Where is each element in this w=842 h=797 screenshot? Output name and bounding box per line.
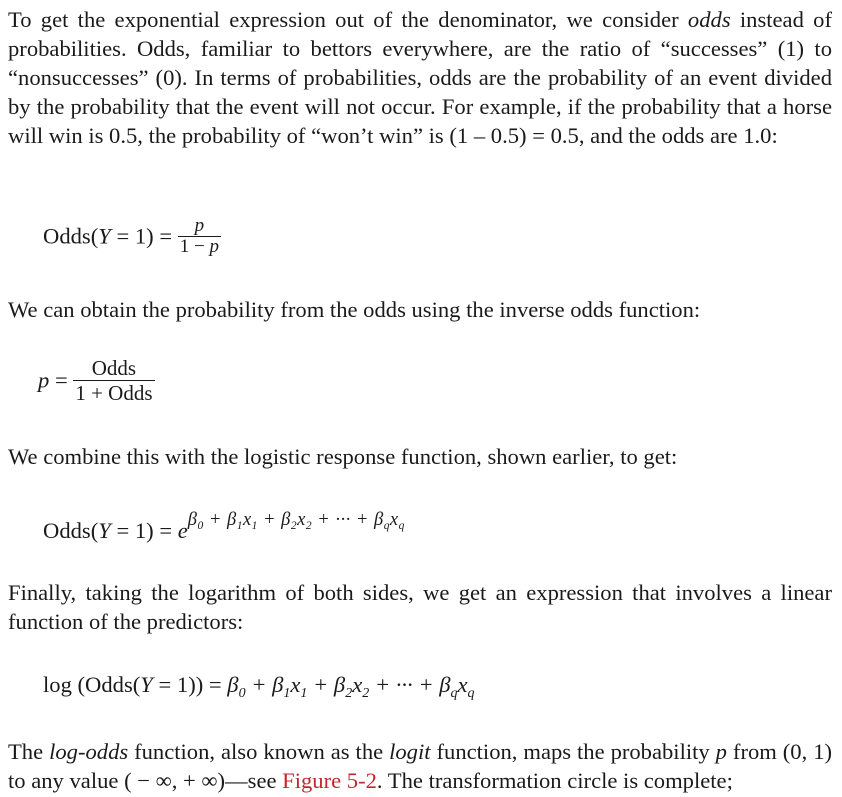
log-odds-term: log-odds	[49, 739, 129, 764]
equation-odds-exponential: Odds(Y = $1) = e^{\beta_0 + \beta_1x_1 + \beta_2x_2 + \cdot\cdot\cdot + \beta_qx_q}$	[43, 509, 405, 543]
fraction-denominator: 1 − p	[179, 236, 219, 257]
paragraph-inverse-odds: We can obtain the probability from the odds using the inverse odds function:	[8, 297, 701, 322]
fraction-numerator: Odds	[91, 356, 137, 380]
equation-inverse-odds: p = $\frac{\text{Odds}}{\text{1 + Odds}}$	[38, 356, 153, 405]
fraction-denominator: 1 + Odds	[75, 381, 153, 405]
inverse-odds-fraction	[73, 356, 154, 405]
figure-5-2-link[interactable]: Figure 5-2	[282, 768, 377, 793]
paragraph-odds-intro: To get the exponential expression out of the denominator, we consider odds instead of probabilities. Odds, familiar to bettors everywhere, are the ratio of “successes” (1) to “nonsuccesses” (0). In terms of probabilities, odds are the probability of an event divided by the probability that the event will not occur. For example, if the probability that a horse will win is 0.5, the probability of “won’t win” is (1 – 0.5) = 0.5, and the odds are 1.0:	[8, 7, 832, 148]
equation-log-odds: log (Odds(Y = $1)) = \beta_0 + \beta_1x_1 + \beta_2x_2$ + ··· + $\beta_qx_q$	[43, 672, 475, 701]
exponential-base: e	[177, 518, 188, 543]
logit-term: logit	[389, 739, 431, 764]
odds-fraction	[178, 216, 221, 257]
paragraph-logistic-combine: We combine this with the logistic response function, shown earlier, to get:	[8, 444, 678, 469]
exponent-linear-predictor: β0 + β1x1 + β2x2 + ··· + βqxq	[187, 509, 405, 533]
linear-predictor: $\beta_0 + \beta_1x_1 + \beta_2x_2$ + ··· + $\beta_qx_q$	[227, 672, 475, 701]
equation-odds-definition: Odds(Y = 1) = $\frac{p}{1 - p}$	[43, 215, 219, 257]
paragraph-logit-function: The log-odds function, also known as the logit function, maps the probability p from (0, 1) to any value ( − ∞, + ∞)—see Figure 5-2. The transformation circle is complete;	[8, 739, 833, 793]
paragraph-logarithm: Finally, taking the logarithm of both sides, we get an expression that involves a linear function of the predictors:	[8, 580, 832, 634]
fraction-numerator: p	[194, 215, 205, 236]
odds-term: odds	[687, 7, 731, 32]
